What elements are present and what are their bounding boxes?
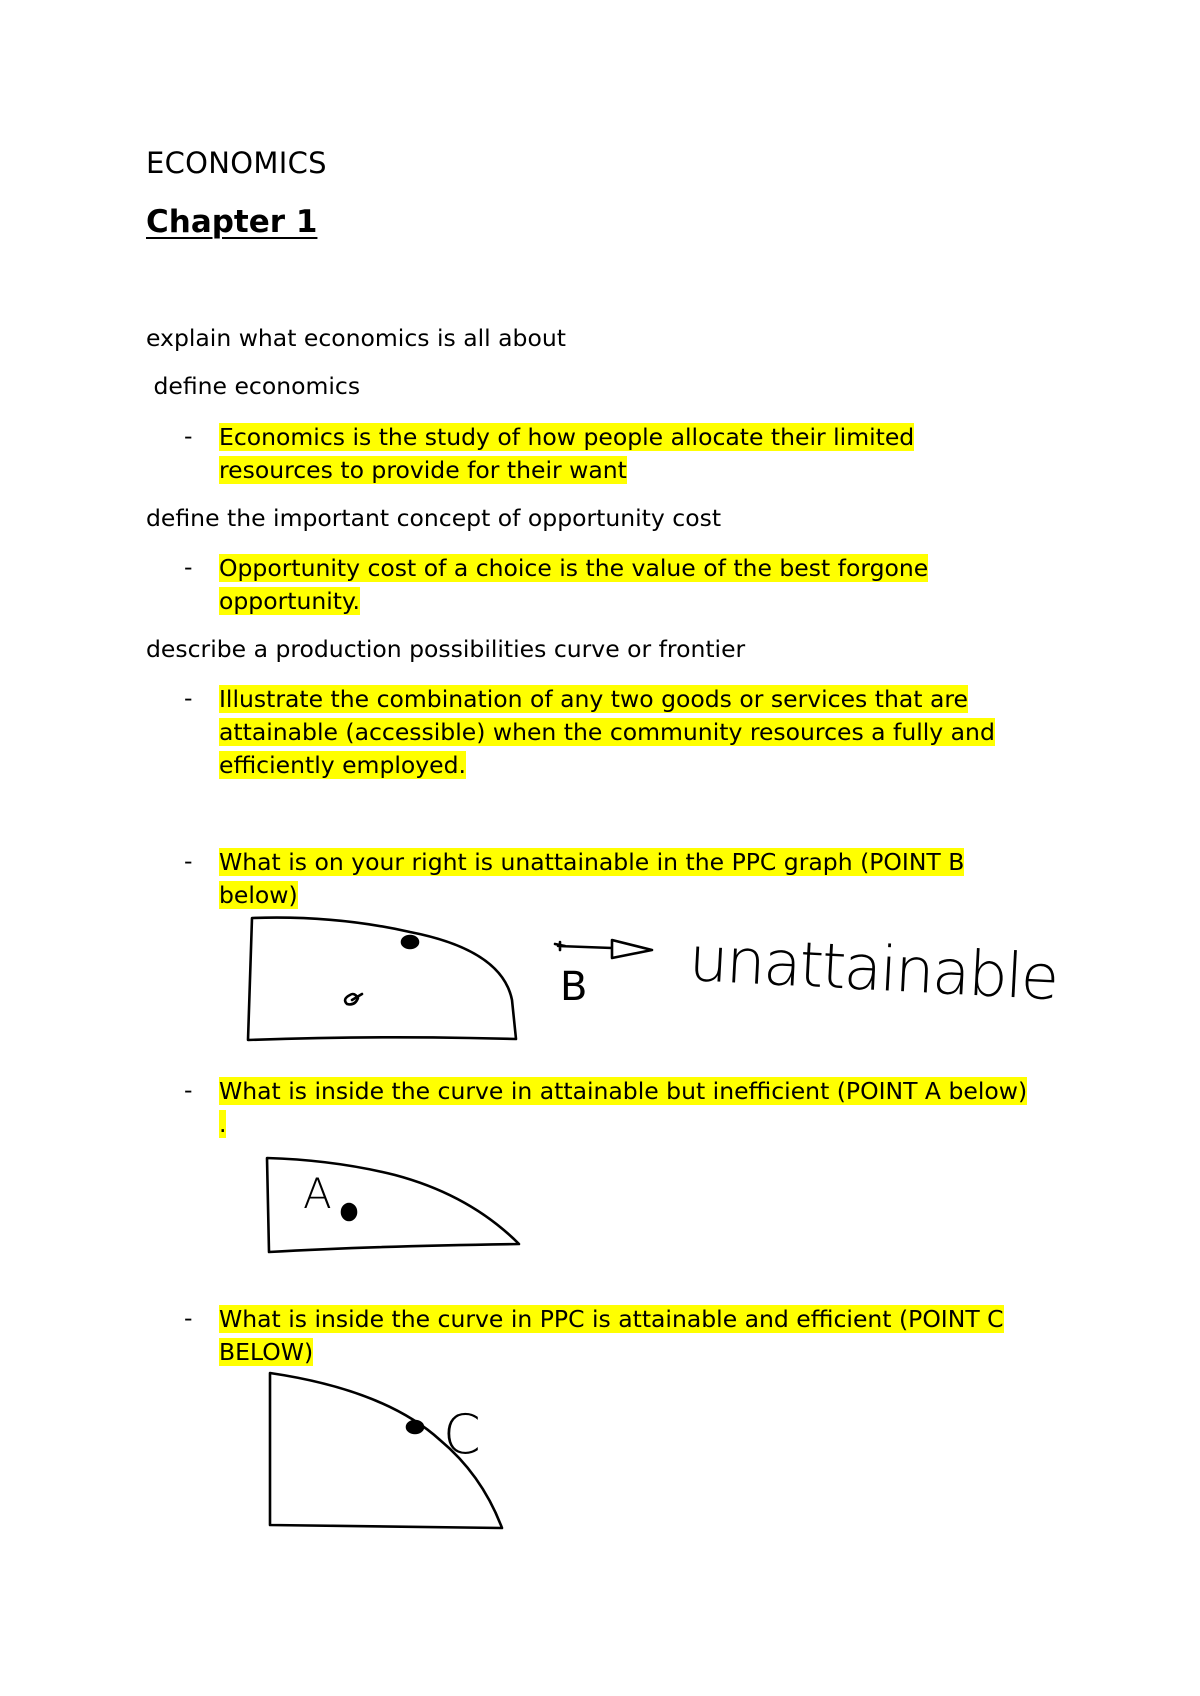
bullet-dash: - (184, 1076, 193, 1104)
chapter-heading: Chapter 1 (146, 204, 318, 240)
highlighted-text: below) (219, 881, 298, 909)
ppc-curve (248, 918, 516, 1040)
ppc-sketch-unattainable (240, 900, 1080, 1060)
arrow-icon (555, 940, 652, 958)
unattainable-annotation: unattainable (687, 922, 1059, 1015)
highlighted-text: What is on your right is unattainable in the PPC graph (POINT B (219, 848, 965, 876)
bullet-item (219, 1075, 1027, 1141)
ppc-sketch-inefficient (255, 1140, 545, 1260)
bullet-dash: - (184, 422, 193, 450)
highlighted-text: What is inside the curve in PPC is attainable and efficient (POINT C (219, 1305, 1004, 1333)
ppc-sketch-efficient (260, 1365, 520, 1540)
bullet-dash: - (184, 847, 193, 875)
highlighted-text: attainable (accessible) when the community resources a fully and (219, 718, 995, 746)
highlighted-text: Opportunity cost of a choice is the value of the best forgone (219, 554, 929, 582)
highlighted-text: Illustrate the combination of any two goods or services that are (219, 685, 968, 713)
bullet-dash: - (184, 553, 193, 581)
objective-line: describe a production possibilities curve or frontier (146, 635, 746, 663)
bullet-item (219, 1303, 1004, 1369)
bullet-item (219, 421, 914, 487)
highlighted-text: resources to provide for their want (219, 456, 627, 484)
bullet-dash: - (184, 1304, 193, 1332)
point-scribble (345, 994, 362, 1004)
bullet-item (219, 683, 995, 782)
highlighted-text: BELOW) (219, 1338, 314, 1366)
objective-line: explain what economics is all about (146, 324, 566, 352)
bullet-dash: - (184, 684, 193, 712)
bullet-item (219, 552, 928, 618)
point-b-label: B (560, 964, 588, 1010)
highlighted-text: efficiently employed. (219, 751, 467, 779)
point-marker (342, 1204, 356, 1220)
highlighted-text: Economics is the study of how people allocate their limited (219, 423, 915, 451)
point-c-label: C (443, 1403, 481, 1466)
objective-line: define economics (146, 372, 361, 400)
highlighted-text: . (219, 1110, 227, 1138)
point-a-label: A (303, 1169, 332, 1218)
subject-heading: ECONOMICS (146, 146, 327, 180)
objective-line: define the important concept of opportunity cost (146, 504, 722, 532)
highlighted-text: What is inside the curve in attainable but inefficient (POINT A below) (219, 1077, 1028, 1105)
point-marker (402, 936, 418, 948)
point-marker (407, 1421, 423, 1433)
highlighted-text: opportunity. (219, 587, 361, 615)
